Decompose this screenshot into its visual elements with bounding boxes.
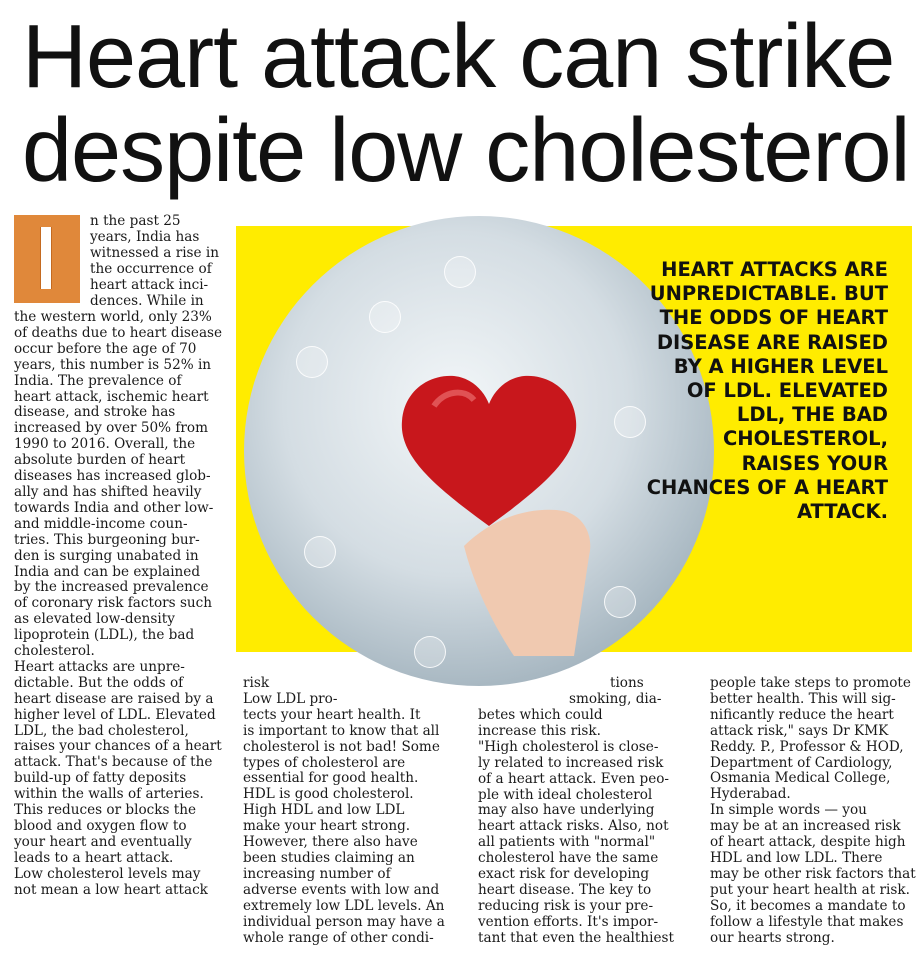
column-3-line-1: tions [610,675,644,691]
hand [454,476,604,656]
heart-rate-icon [444,256,476,288]
column-3-line-2: smoking, dia- [569,691,662,707]
column-2: risk Low LDL pro- tects your heart health. It is important to know that all cholesterol is not bad! Some types of cholesterol are essential for good health. HDL is good cholesterol. High HDL and low LDL make your heart strong. However, there also have been studies claiming an increasing number of adverse events with low and extremely low LDL levels. An individual person may have a whole range of other condi- [243,675,445,946]
column-1-intro: n the past 25 years, India has witnessed a rise in the occurrence of heart attack inci- dences. While in [90,213,219,309]
medicine-icon [369,301,401,333]
dropcap [14,215,80,303]
column-3-body: betes which could increase this risk. "High cholesterol is close- ly related to increased risk of a heart attack. Even peo- ple with ideal cholesterol may also have underlying heart attack risks. Also, not all patients with "normal" cholesterol have the same exact risk for developing heart disease. The key to reducing risk is your pre- vention efforts. It's impor- tant that even the healthiest [478,707,674,946]
ecg-monitor-icon [604,586,636,618]
ambulance-icon [414,636,446,668]
pull-quote: HEART ATTACKS ARE UNPREDICTABLE. BUT THE ODDS OF HEART DISEASE ARE RAISED BY A HIGHER LEVEL OF LDL. ELEVATED LDL, THE BAD CHOLESTEROL, RAISES YOUR CHANCES OF A HEART ATTACK. [646,258,888,524]
column-1-body: the western world, only 23% of deaths due to heart disease occur before the age of 70 years, this number is 52% in India. The prevalence of heart attack, ischemic heart disease, and stroke has increased by over 50% from 1990 to 2016. Overall, the absolute burden of heart diseases has increased glob- ally and has shifted heavily towards India and other low- and middle-income coun- tries. This burgeoning bur- den is surging unabated in India and can be explained by the increased prevalence of coronary risk factors such as elevated low-density lipoprotein (LDL), the bad cholesterol. Heart attacks are unpre- dictable. But the odds of heart disease are raised by a higher level of LDL. Elevated LDL, the bad cholesterol, raises your chances of a heart attack. That's because of the build-up of fatty deposits within the walls of arteries. This reduces or blocks the blood and oxygen flow to your heart and eventually leads to a heart attack. Low cholesterol levels may not mean a low heart attack [14,309,223,898]
column-4: people take steps to promote better health. This will sig- nificantly reduce the heart attack risk," says Dr KMK Reddy. P., Professor & HOD, Department of Cardiology, Osmania Medical College, Hyderabad. In simple words — you may be at an increased risk of heart attack, despite high HDL and low LDL. There may be other risk factors that put your heart health at risk. So, it becomes a mandate to follow a lifestyle that makes our hearts strong. [710,675,916,946]
first-aid-icon [304,536,336,568]
headline: Heart attack can strike despite low cholesterol [22,7,910,201]
dropcap-letter-glyph [40,227,52,289]
stethoscope-icon [296,346,328,378]
